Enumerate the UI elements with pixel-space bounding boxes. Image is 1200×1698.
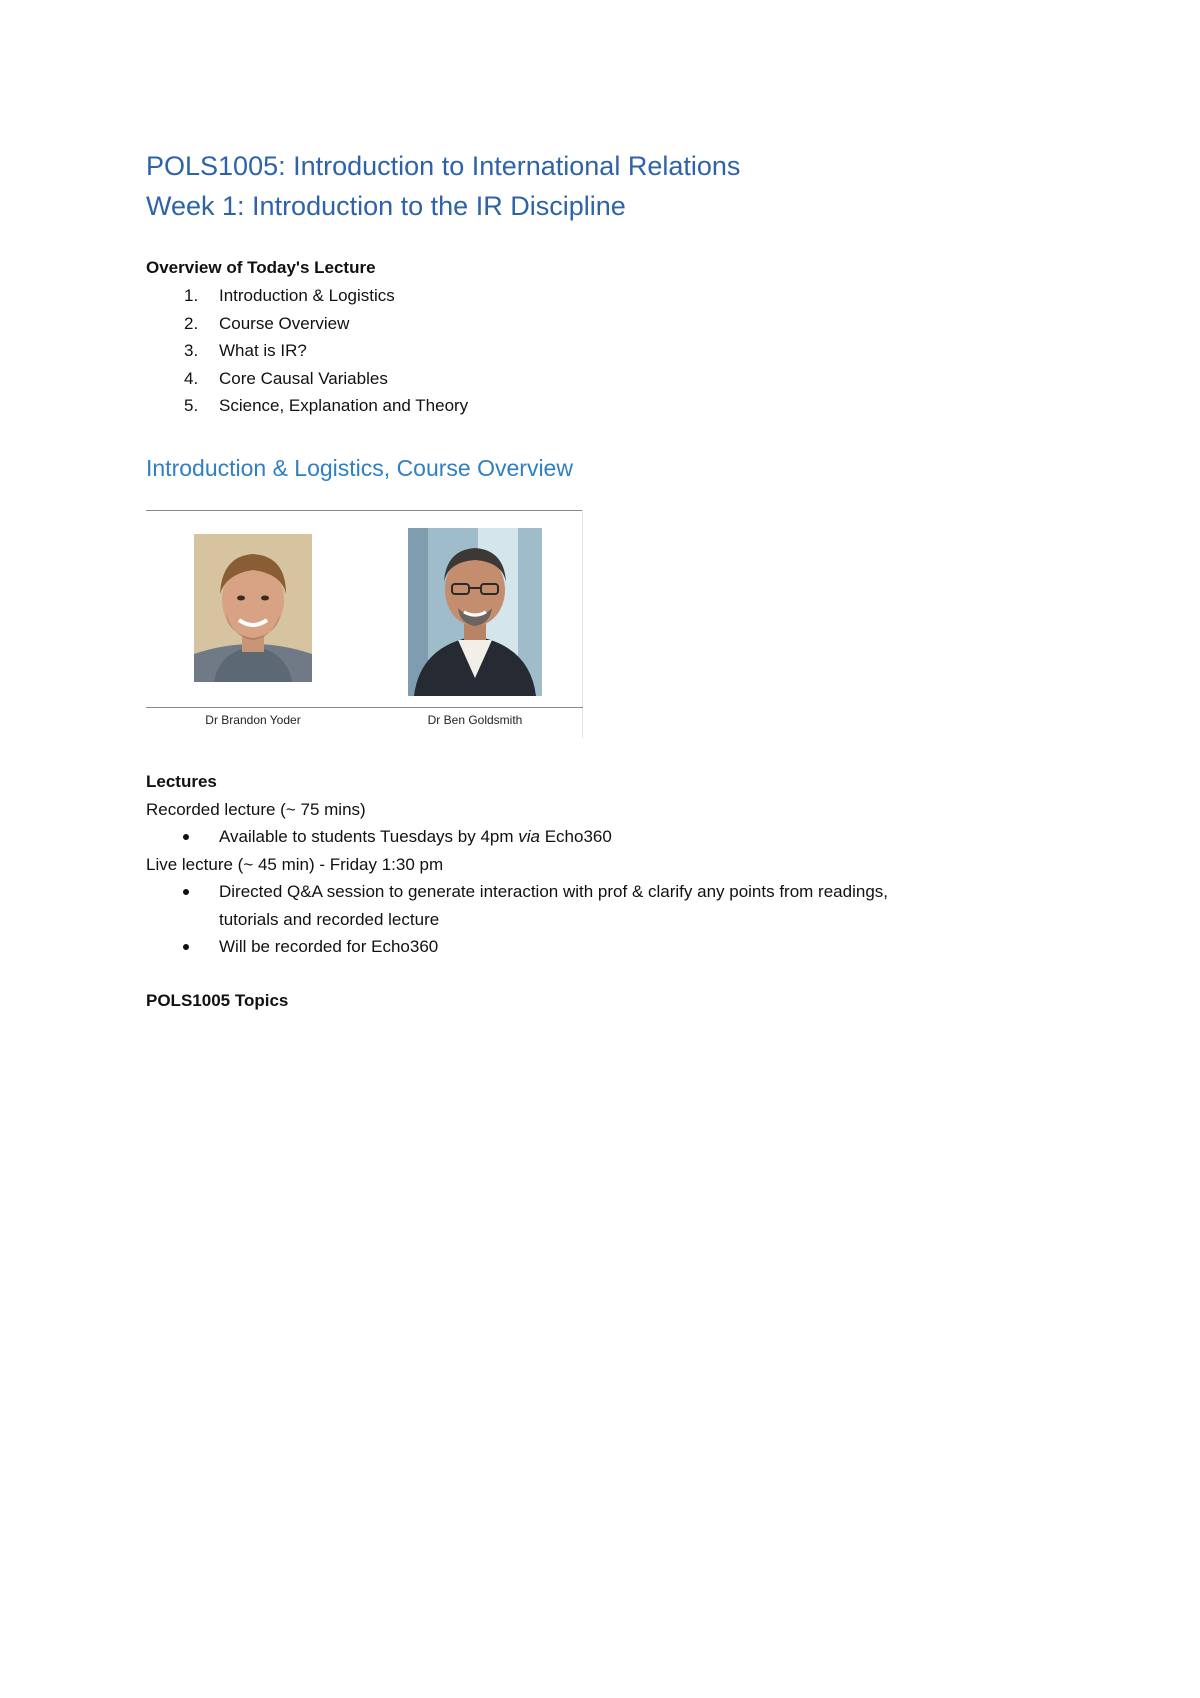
overview-list [146,282,1066,420]
document-content [146,146,1066,1015]
caption-ben-goldsmith: Dr Ben Goldsmith [427,712,523,727]
section-heading: Introduction & Logistics, Course Overview [146,454,573,481]
bullet-continuation [146,906,1066,934]
overview-item-number: 2. [184,313,199,333]
bullet-dot-icon [183,944,189,950]
course-title: POLS1005: Introduction to International Relations [146,151,741,181]
overview-item-number: 1. [184,286,199,305]
portrait-ben-goldsmith [408,528,542,696]
portrait-yoder-illustration [194,534,312,682]
figure-top-rule [146,510,583,511]
overview-item [146,337,1066,365]
overview-item [146,365,1066,393]
figure-right-edge [582,510,583,738]
topics-heading: POLS1005 Topics [146,990,289,1010]
lecturer-photo-figure [146,510,583,738]
overview-item-label: Introduction & Logistics [219,286,395,305]
overview-item-number: 3. [184,341,199,360]
portrait-brandon-yoder [194,534,312,682]
lectures-heading: Lectures [146,771,217,791]
bullet-text-italic: via [518,827,540,846]
bullet-text: Will be recorded for Echo360 [219,937,439,956]
recorded-lecture-line: Recorded lecture (~ 75 mins) [146,799,366,819]
bullet-text-after: Echo360 [540,827,612,846]
caption-brandon-yoder: Dr Brandon Yoder [205,712,301,727]
bullet-text: tutorials and recorded lecture [219,909,440,929]
overview-item [146,392,1066,420]
overview-item-label: Core Causal Variables [219,368,388,388]
figure-bottom-rule [146,707,583,708]
overview-item-label: Course Overview [219,313,350,333]
overview-heading: Overview of Today's Lecture [146,258,376,277]
overview-item-number: 5. [184,396,199,415]
bullet-dot-icon [183,889,189,895]
bullet-text-before: Available to students Tuesdays by 4pm [219,827,519,846]
live-lecture-bullets [146,878,1066,961]
bullet-dot-icon [183,834,189,840]
bullet-item [146,933,1066,961]
week-title: Week 1: Introduction to the IR Discipline [146,191,626,221]
overview-item-label: What is IR? [219,341,307,360]
bullet-text: Directed Q&A session to generate interaction with prof & clarify any points from readings, [219,882,888,901]
overview-item [146,310,1066,338]
bullet-item [146,823,1066,851]
overview-item-label: Science, Explanation and Theory [219,396,469,415]
recorded-lecture-bullets [146,823,1066,851]
overview-item [146,282,1066,310]
bullet-item [146,878,1066,906]
overview-item-number: 4. [184,368,199,388]
portrait-goldsmith-illustration [408,528,542,696]
live-lecture-line: Live lecture (~ 45 min) - Friday 1:30 pm [146,854,444,874]
